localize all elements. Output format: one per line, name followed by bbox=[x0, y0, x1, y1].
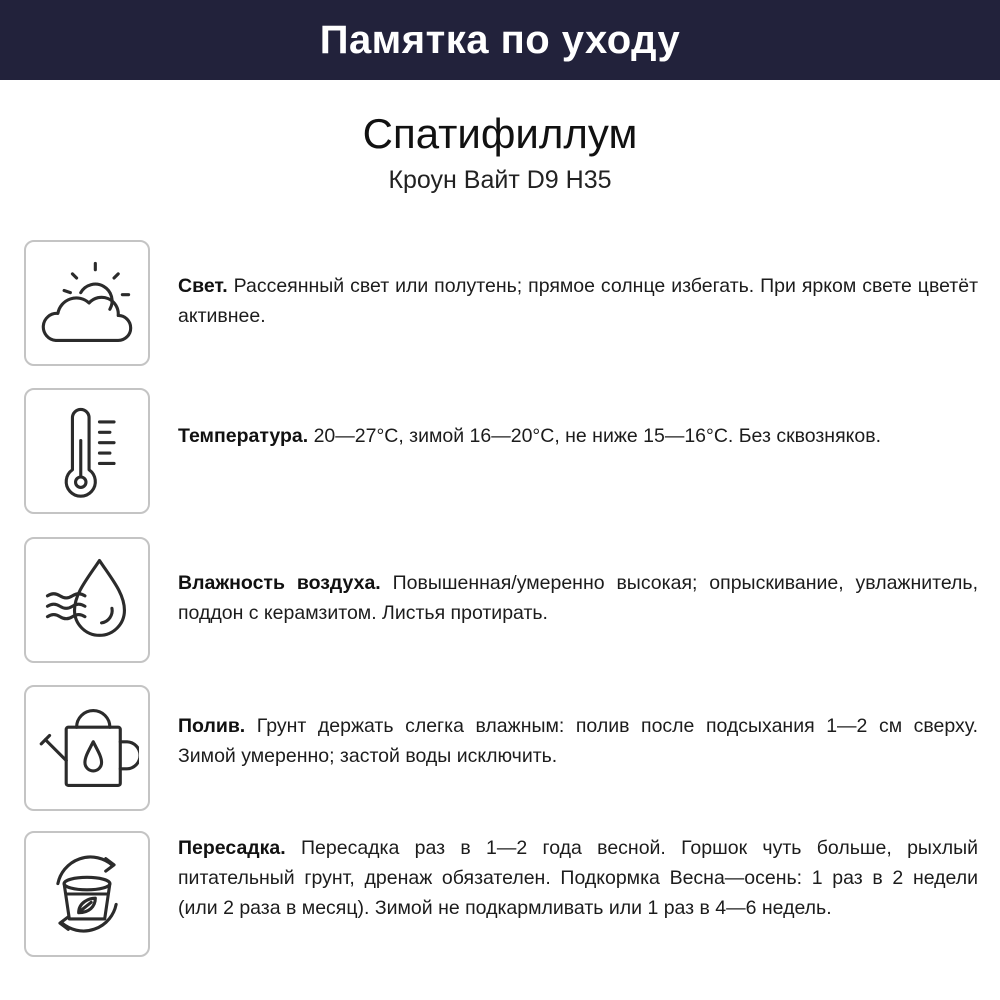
watering-can-icon bbox=[35, 696, 139, 800]
plant-name: Спатифиллум bbox=[362, 110, 638, 157]
section-watering-text bbox=[178, 711, 978, 771]
sun-cloud-icon bbox=[35, 251, 139, 355]
icon-box-temperature bbox=[24, 388, 150, 514]
section-body: Пересадка раз в 1—2 года весной. Горшок чуть больше, рыхлый питательный грунт, дренаж обязателен. Подкормка Весна—осень: 1 раз в 2 недели (или 2 раза в месяц). Зимой не подкармливать или 1 раз в 4—6 недель. bbox=[178, 837, 978, 919]
section-body: Рассеянный свет или полутень; прямое солнце избегать. При ярком свете цветёт активнее. bbox=[178, 275, 979, 327]
plant-variant: Кроун Вайт D9 H35 bbox=[388, 166, 612, 194]
section-heading: Свет. bbox=[178, 275, 228, 297]
icon-box-humidity bbox=[24, 537, 150, 663]
section-heading: Полив. bbox=[178, 715, 246, 737]
section-humidity-text bbox=[178, 568, 978, 628]
plant-title-block bbox=[0, 108, 1000, 196]
repot-icon bbox=[35, 842, 139, 946]
section-humidity bbox=[24, 537, 978, 663]
section-body: 20—27°C, зимой 16—20°C, не ниже 15—16°C. Без сквозняков. bbox=[313, 425, 882, 447]
section-light bbox=[24, 240, 978, 366]
section-watering bbox=[24, 685, 978, 811]
humidity-drop-icon bbox=[35, 548, 139, 652]
section-repotting bbox=[24, 831, 978, 957]
icon-box-repotting bbox=[24, 831, 150, 957]
icon-box-light bbox=[24, 240, 150, 366]
thermometer-icon bbox=[35, 399, 139, 503]
page-title: Памятка по уходу bbox=[319, 17, 681, 62]
section-heading: Влажность воздуха. bbox=[178, 572, 381, 594]
section-temperature bbox=[24, 388, 978, 514]
section-body: Грунт держать слегка влажным: полив после подсыхания 1—2 см сверху. Зимой умеренно; застой воды исключить. bbox=[178, 715, 978, 767]
icon-box-watering bbox=[24, 685, 150, 811]
section-light-text bbox=[178, 271, 978, 331]
header-bar bbox=[0, 0, 1000, 80]
section-temperature-text bbox=[178, 421, 978, 451]
section-heading: Температура. bbox=[178, 425, 309, 447]
section-heading: Пересадка. bbox=[178, 837, 286, 859]
section-body: Повышенная/умеренно высокая; опрыскивание, увлажнитель, поддон с керамзитом. Листья протирать. bbox=[178, 572, 978, 624]
section-repotting-text bbox=[178, 833, 978, 923]
